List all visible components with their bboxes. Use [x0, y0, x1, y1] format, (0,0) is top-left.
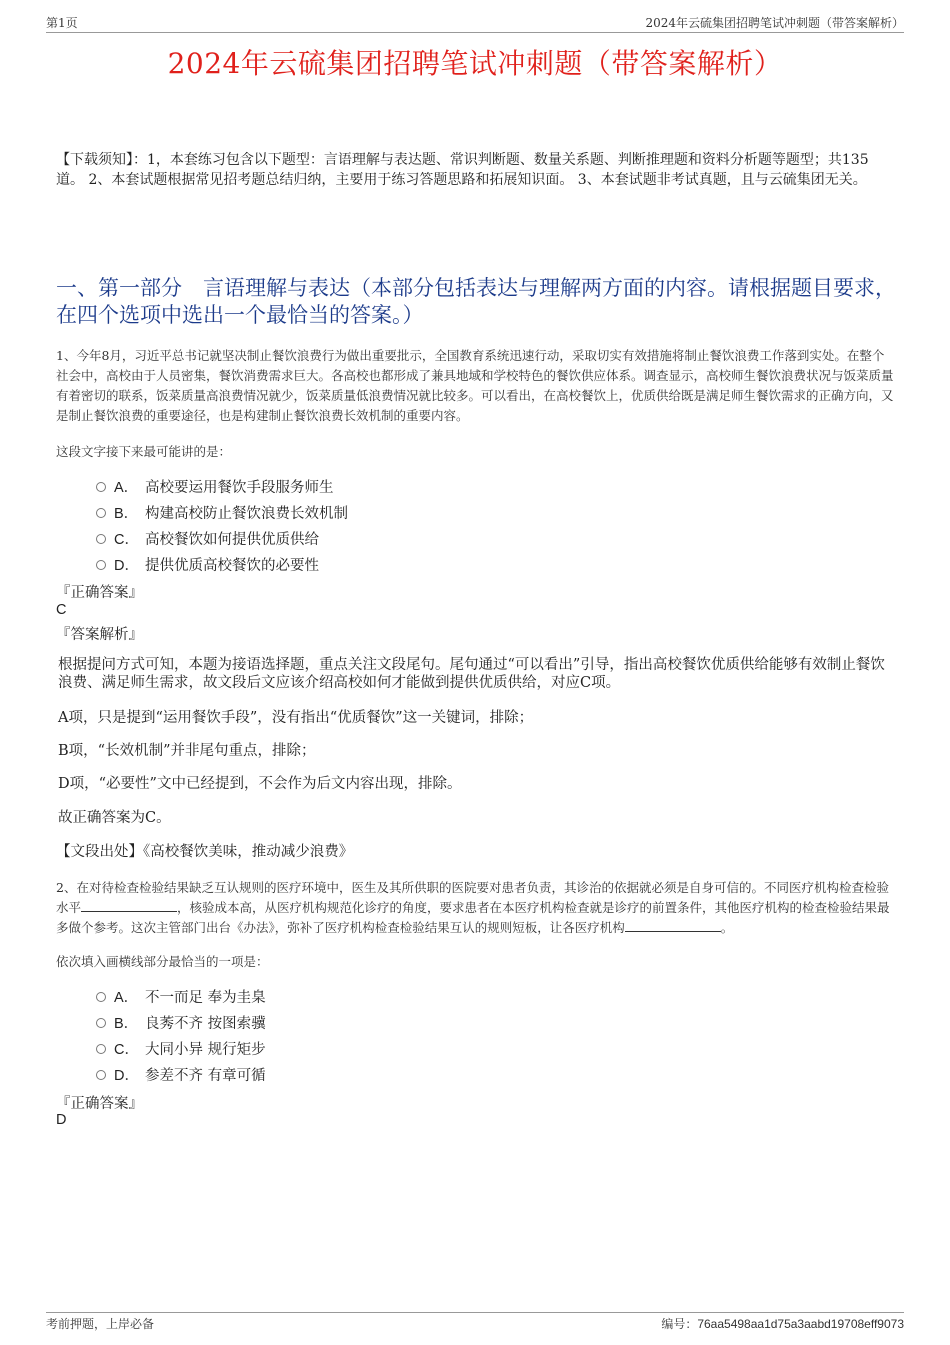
- question-2-text-part: 。: [720, 920, 734, 935]
- option-letter: B．: [114, 1016, 139, 1032]
- option-c[interactable]: [96, 1038, 796, 1064]
- analysis-paragraph: A项，只是提到“运用餐饮手段”，没有指出“优质餐饮”这一关键词，排除；: [58, 710, 534, 726]
- page-number: 第1页: [46, 16, 78, 30]
- option-letter: D．: [114, 558, 139, 574]
- radio-icon[interactable]: [96, 1044, 106, 1054]
- question-2-prompt: 依次填入画横线部分最恰当的一项是：: [56, 954, 269, 969]
- fill-blank: [625, 919, 721, 932]
- radio-icon[interactable]: [96, 482, 106, 492]
- radio-icon[interactable]: [96, 534, 106, 544]
- radio-icon[interactable]: [96, 508, 106, 518]
- option-d[interactable]: [96, 1064, 796, 1090]
- option-d[interactable]: [96, 554, 796, 580]
- question-2-text-part: ，核验成本高，从医疗机构规范化诊疗的角度，要求患者在本医疗机构检查就是诊疗的前置条件，其他医疗机构的检查检验结果最多做个参考。这次主管部门出台《办法》，弥补了医疗机构检查检验结果互认的规则短板，让各医疗机构: [56, 900, 890, 935]
- question-2-text-part: 2、在对待检查检验结果缺乏互认规则的医疗环境中，医生及其所供职的医院要对患者负责，其诊治的依据就必须是自身可信的。不同医疗机构检查检验水平: [56, 880, 889, 915]
- option-a[interactable]: [96, 476, 796, 502]
- page-footer: [46, 1312, 904, 1331]
- option-letter: A．: [114, 480, 139, 496]
- option-letter: C．: [114, 532, 139, 548]
- radio-icon[interactable]: [96, 1070, 106, 1080]
- option-text: 良莠不齐 按图索骥: [145, 1016, 266, 1032]
- option-text: 提供优质高校餐饮的必要性: [145, 558, 319, 574]
- option-a[interactable]: [96, 986, 796, 1012]
- option-b[interactable]: [96, 502, 796, 528]
- correct-answer-label: 『正确答案』: [56, 585, 143, 601]
- page-header: [46, 14, 904, 33]
- radio-icon[interactable]: [96, 1018, 106, 1028]
- analysis-conclusion: 故正确答案为C。: [58, 810, 171, 826]
- footer-code: [661, 1315, 904, 1332]
- question-2-options: [96, 986, 796, 1090]
- analysis-paragraph: 根据提问方式可知，本题为接语选择题，重点关注文段尾句。尾句通过“可以看出”引导，指出高校餐饮优质供给能够有效制止餐饮浪费、满足师生需求，故文段后文应该介绍高校如何才能做到提供优质供给，对应C项。: [58, 657, 885, 691]
- question-2-text: [56, 878, 896, 938]
- option-text: 不一而足 奉为圭臬: [145, 990, 266, 1006]
- correct-answer-label: 『正确答案』: [56, 1096, 143, 1112]
- option-letter: A．: [114, 990, 139, 1006]
- header-doc-title: 2024年云硫集团招聘笔试冲刺题（带答案解析）: [645, 16, 904, 30]
- radio-icon[interactable]: [96, 560, 106, 570]
- option-letter: B．: [114, 506, 139, 522]
- question-1-text: 1、今年8月，习近平总书记就坚决制止餐饮浪费行为做出重要批示，全国教育系统迅速行动，采取切实有效措施将制止餐饮浪费工作落到实处。在整个社会中，高校由于人员密集，餐饮消费需求巨大。各高校也都形成了兼具地域和学校特色的餐饮供应体系。调查显示，高校师生餐饮浪费状况与饭菜质量有着密切的联系，饭菜质量高浪费情况就少，饭菜质量低浪费情况就比较多。可以看出，在高校餐饮上，优质供给既是满足师生餐饮需求的正确方向，又是制止餐饮浪费的重要途径，也是构建制止餐饮浪费长效机制的重要内容。: [56, 348, 894, 423]
- option-text: 构建高校防止餐饮浪费长效机制: [145, 506, 348, 522]
- page-title: 2024年云硫集团招聘笔试冲刺题（带答案解析）: [167, 47, 783, 80]
- question-1-options: [96, 476, 796, 580]
- question-1-prompt: 这段文字接下来最可能讲的是：: [56, 444, 232, 459]
- footer-code-label: 编号：: [661, 1317, 698, 1331]
- option-text: 高校要运用餐饮手段服务师生: [145, 480, 334, 496]
- correct-answer: C: [56, 602, 67, 618]
- footer-code-value: 76aa5498aa1d75a3aabd19708eff9073: [697, 1317, 904, 1331]
- option-text: 参差不齐 有章可循: [145, 1068, 266, 1084]
- option-text: 高校餐饮如何提供优质供给: [145, 532, 319, 548]
- correct-answer: D: [56, 1112, 67, 1128]
- option-text: 大同小异 规行矩步: [145, 1042, 266, 1058]
- option-letter: C．: [114, 1042, 139, 1058]
- option-letter: D．: [114, 1068, 139, 1084]
- analysis-label: 『答案解析』: [56, 627, 143, 643]
- source-citation: 【文段出处】《高校餐饮美味，推动减少浪费》: [56, 844, 354, 860]
- fill-blank: [81, 899, 177, 912]
- radio-icon[interactable]: [96, 992, 106, 1002]
- option-c[interactable]: [96, 528, 796, 554]
- footer-slogan: 考前押题，上岸必备: [46, 1317, 155, 1331]
- analysis-paragraph: D项，“必要性”文中已经提到，不会作为后文内容出现，排除。: [58, 776, 462, 792]
- analysis-paragraph: B项，“长效机制”并非尾句重点，排除；: [58, 743, 316, 759]
- section-heading: 一、第一部分 言语理解与表达（本部分包括表达与理解两方面的内容。请根据题目要求，在四个选项中选出一个最恰当的答案。）: [56, 276, 896, 327]
- option-b[interactable]: [96, 1012, 796, 1038]
- download-notice: 【下载须知】：1，本套练习包含以下题型：言语理解与表达题、常识判断题、数量关系题、判断推理题和资料分析题等题型；共135道。 2、本套试题根据常见招考题总结归纳，主要用于练习答题思路和拓展知识面。 3、本套试题非考试真题，且与云硫集团无关。: [56, 152, 869, 188]
